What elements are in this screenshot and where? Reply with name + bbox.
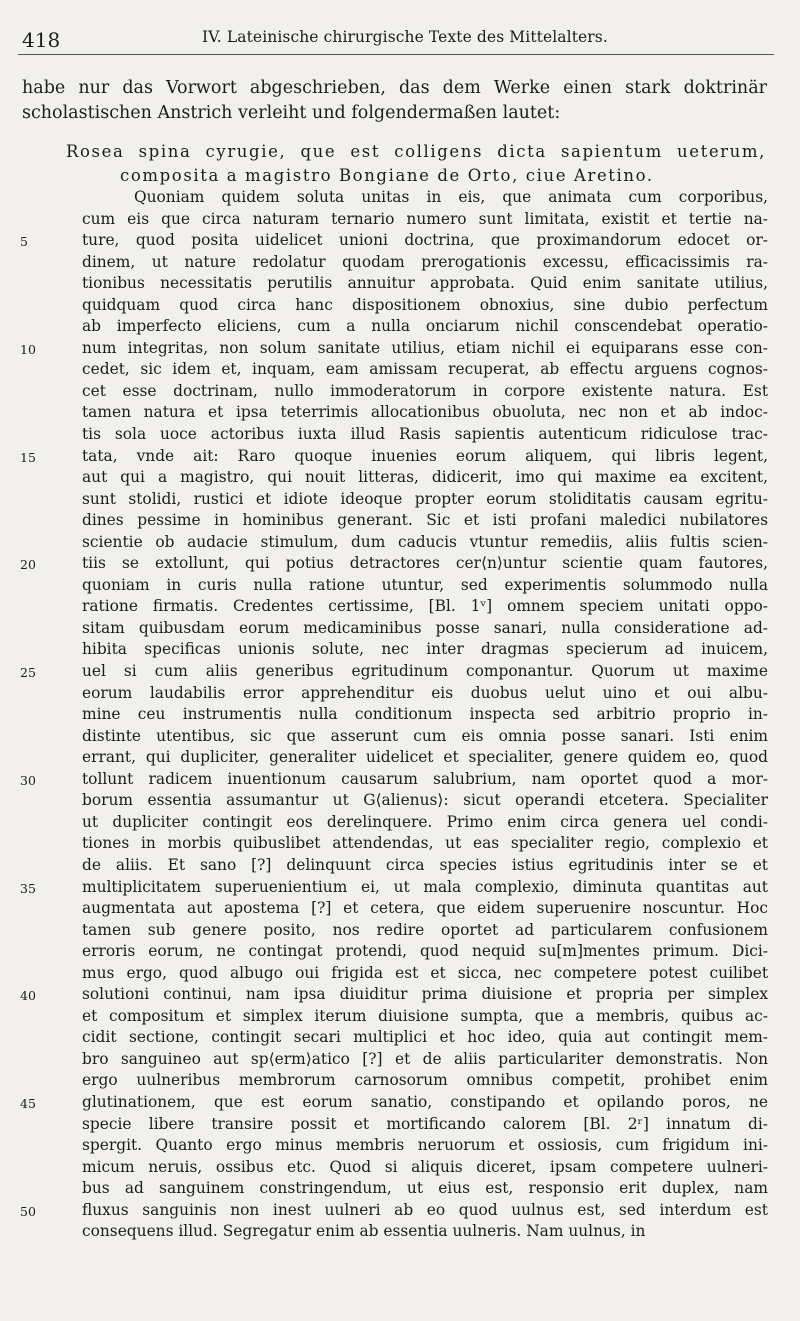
text-line [82, 683, 768, 705]
text-line [82, 510, 768, 532]
text-line [82, 295, 768, 317]
text-line [82, 1006, 768, 1028]
line-text: tis sola uoce actoribus iuxta illud Rasis sapientis autenticum ridiculose trac- [82, 425, 768, 444]
line-text: ture, quod posita uidelicet unioni doctrina, que proximandorum edocet or- [82, 231, 768, 250]
latin-text-body [20, 187, 768, 1243]
line-number: 35 [20, 880, 36, 896]
title-line: composita a magistro Bongiane de Orto, ciue Aretino. [120, 166, 654, 185]
line-number: 45 [20, 1095, 36, 1111]
line-text: erroris eorum, ne contingat protendi, quod nequid su[m]mentes primum. Dici- [82, 942, 768, 961]
text-line [82, 812, 768, 834]
text-line [82, 855, 768, 877]
line-text: aut qui a magistro, qui nouit litteras, didicerit, imo qui maxime ea excitent, [82, 468, 768, 487]
line-text: ratione firmatis. Credentes certissime, [Bl. 1ᵛ] omnem speciem unitati oppo- [82, 597, 768, 616]
line-text: distinte utentibus, sic que asserunt cum eis omnia posse sanari. Isti enim [82, 726, 768, 745]
text-line [82, 1178, 768, 1200]
line-number: 15 [20, 449, 36, 465]
line-text: multiplicitatem superuenientium ei, ut mala complexio, diminuta quantitas aut [82, 877, 768, 896]
text-line [82, 532, 768, 554]
text-line [82, 596, 768, 618]
line-number: 10 [20, 341, 36, 357]
line-text: bus ad sanguinem constringendum, ut eius est, responsio erit duplex, nam [82, 1179, 768, 1198]
line-text: mus ergo, quod albugo oui frigida est et sicca, nec competere potest cuilibet [82, 963, 768, 982]
line-text: augmentata aut apostema [?] et cetera, que eidem superuenire noscuntur. Hoc [82, 899, 768, 918]
line-text: tamen sub genere posito, nos redire oportet ad particularem confusionem [82, 920, 768, 939]
text-line [82, 726, 768, 748]
line-text: tamen natura et ipsa teterrimis allocationibus obuoluta, nec non et ab indoc- [82, 403, 768, 422]
line-text: sitam quibusdam eorum medicaminibus posse sanari, nulla consideratione ad- [82, 618, 768, 637]
text-line [82, 1135, 768, 1157]
line-text: mine ceu instrumentis nulla conditionum inspecta sed arbitrio proprio in- [82, 705, 768, 724]
text-line [20, 984, 768, 1006]
line-text: tiis se extollunt, qui potius detractores cer⟨n⟩untur scientie quam fautores, [82, 554, 768, 573]
line-number: 5 [20, 234, 28, 250]
text-line [82, 187, 768, 209]
line-text: ut dupliciter contingit eos derelinquere. Primo enim circa genera uel condi- [82, 812, 768, 831]
text-line [82, 618, 768, 640]
text-line [82, 1027, 768, 1049]
text-line [82, 747, 768, 769]
text-line [82, 898, 768, 920]
text-line [82, 252, 768, 274]
page-number: 418 [22, 28, 61, 52]
line-text: cedet, sic idem et, inquam, eam amissam recuperat, ab effectu arguens cognos- [82, 360, 768, 379]
line-number: 20 [20, 557, 36, 573]
line-text: Quoniam quidem soluta unitas in eis, que animata cum corporibus, [134, 188, 768, 206]
text-line [20, 553, 768, 575]
line-text: hibita specificas unionis solute, nec inter dragmas specierum ad inuicem, [82, 640, 768, 659]
text-line [82, 209, 768, 231]
line-text: micum neruis, ossibus etc. Quod si aliquis diceret, ipsam competere uulneri- [82, 1157, 768, 1176]
text-line [82, 575, 768, 597]
text-line [82, 359, 768, 381]
text-line [20, 877, 768, 899]
line-text: tata, vnde ait: Raro quoque inuenies eorum aliquem, qui libris legent, [82, 446, 768, 465]
text-line [82, 639, 768, 661]
line-text: spergit. Quanto ergo minus membris neruorum et ossiosis, cum frigidum ini- [82, 1136, 768, 1155]
line-text: tiones in morbis quibuslibet attendendas, ut eas specialiter regio, complexio et [82, 834, 768, 853]
line-number: 30 [20, 772, 36, 788]
intro-line: habe nur das Vorwort abgeschrieben, das dem Werke einen stark doktrinär [22, 78, 767, 98]
line-text: cidit sectione, contingit secari multiplici et hoc ideo, quia aut contingit mem- [82, 1028, 768, 1047]
text-line [20, 338, 768, 360]
line-text: sunt stolidi, rustici et idiote ideoque propter eorum stoliditatis causam egritu- [82, 489, 768, 508]
line-text: specie libere transire possit et mortificando calorem [Bl. 2ʳ] innatum di- [82, 1114, 768, 1133]
text-line [82, 920, 768, 942]
line-text: tionibus necessitatis perutilis annuitur approbata. Quid enim sanitate utilius, [82, 274, 768, 293]
line-text: quidquam quod circa hanc dispositionem obnoxius, sine dubio perfectum [82, 295, 768, 314]
text-line [82, 1157, 768, 1179]
line-text: tollunt radicem inuentionum causarum salubrium, nam oportet quod a mor- [82, 769, 768, 788]
text-line [82, 467, 768, 489]
line-text: ab imperfecto eliciens, cum a nulla onciarum nichil conscendebat operatio- [82, 317, 768, 336]
text-line [82, 489, 768, 511]
line-text: bro sanguineo aut sp⟨erm⟩atico [?] et de aliis particulariter demonstratis. Non [82, 1049, 768, 1068]
text-line [82, 381, 768, 403]
text-line [82, 402, 768, 424]
text-line [82, 963, 768, 985]
line-number: 25 [20, 665, 36, 681]
line-text: quoniam in curis nulla ratione utuntur, sed experimentis solummodo nulla [82, 575, 768, 594]
intro-paragraph [22, 76, 767, 126]
line-text: errant, qui dupliciter, generaliter uidelicet et specialiter, genere quidem eo, quod [82, 748, 768, 767]
line-text: borum essentia assumantur ut G⟨alienus⟩: sicut operandi etcetera. Specialiter [82, 791, 768, 810]
line-text: et compositum et simplex iterum diuisione sumpta, que a membris, quibus ac- [82, 1006, 768, 1025]
line-text: cet esse doctrinam, nullo immoderatorum in corpore existente natura. Est [82, 381, 768, 400]
text-line [82, 704, 768, 726]
line-text: glutinationem, que est eorum sanatio, constipando et opilando poros, ne [82, 1092, 768, 1111]
line-text: num integritas, non solum sanitate utilius, etiam nichil ei equiparans esse con- [82, 338, 768, 357]
page-header [22, 22, 770, 52]
text-line [82, 1049, 768, 1071]
line-text: de aliis. Et sano [?] delinquunt circa species istius egritudinis inter se et [82, 855, 768, 874]
text-line [82, 790, 768, 812]
running-title: IV. Lateinische chirurgische Texte des Mittelalters. [202, 28, 608, 46]
line-text: eorum laudabilis error apprehenditur eis duobus uelut uino et oui albu- [82, 683, 768, 702]
text-line [82, 1114, 768, 1136]
text-line [82, 941, 768, 963]
text-line [20, 446, 768, 468]
text-line [82, 1221, 768, 1243]
text-line [82, 424, 768, 446]
line-text: dines pessime in hominibus generant. Sic et isti profani maledici nubilatores [82, 511, 768, 530]
text-line [82, 316, 768, 338]
text-line [82, 833, 768, 855]
line-text: consequens illud. Segregatur enim ab essentia uulneris. Nam uulnus, in [82, 1222, 646, 1241]
text-line [20, 769, 768, 791]
intro-line: scholastischen Anstrich verleiht und folgendermaßen lautet: [22, 103, 561, 123]
line-text: fluxus sanguinis non inest uulneri ab eo quod uulnus est, sed interdum est [82, 1200, 768, 1219]
text-line [20, 1200, 768, 1222]
treatise-title [66, 140, 766, 188]
text-line [20, 1092, 768, 1114]
line-text: solutioni continui, nam ipsa diuiditur prima diuisione et propria per simplex [82, 985, 768, 1004]
text-line [82, 273, 768, 295]
line-number: 50 [20, 1203, 36, 1219]
line-text: dinem, ut nature redolatur quodam prerogationis excessu, efficacissimis ra- [82, 252, 768, 271]
line-number: 40 [20, 988, 36, 1004]
line-text: ergo uulneribus membrorum carnosorum omnibus competit, prohibet enim [82, 1071, 768, 1090]
text-line [20, 230, 768, 252]
line-text: uel si cum aliis generibus egritudinum componantur. Quorum ut maxime [82, 662, 768, 681]
header-rule [18, 54, 774, 55]
text-line [82, 1070, 768, 1092]
text-line [20, 661, 768, 683]
line-text: scientie ob audacie stimulum, dum caducis vtuntur remediis, aliis fultis scien- [82, 532, 768, 551]
line-text: cum eis que circa naturam ternario numero sunt limitata, existit et tertie na- [82, 209, 768, 228]
title-line: Rosea spina cyrugie, que est colligens dicta sapientum ueterum, [66, 142, 766, 161]
